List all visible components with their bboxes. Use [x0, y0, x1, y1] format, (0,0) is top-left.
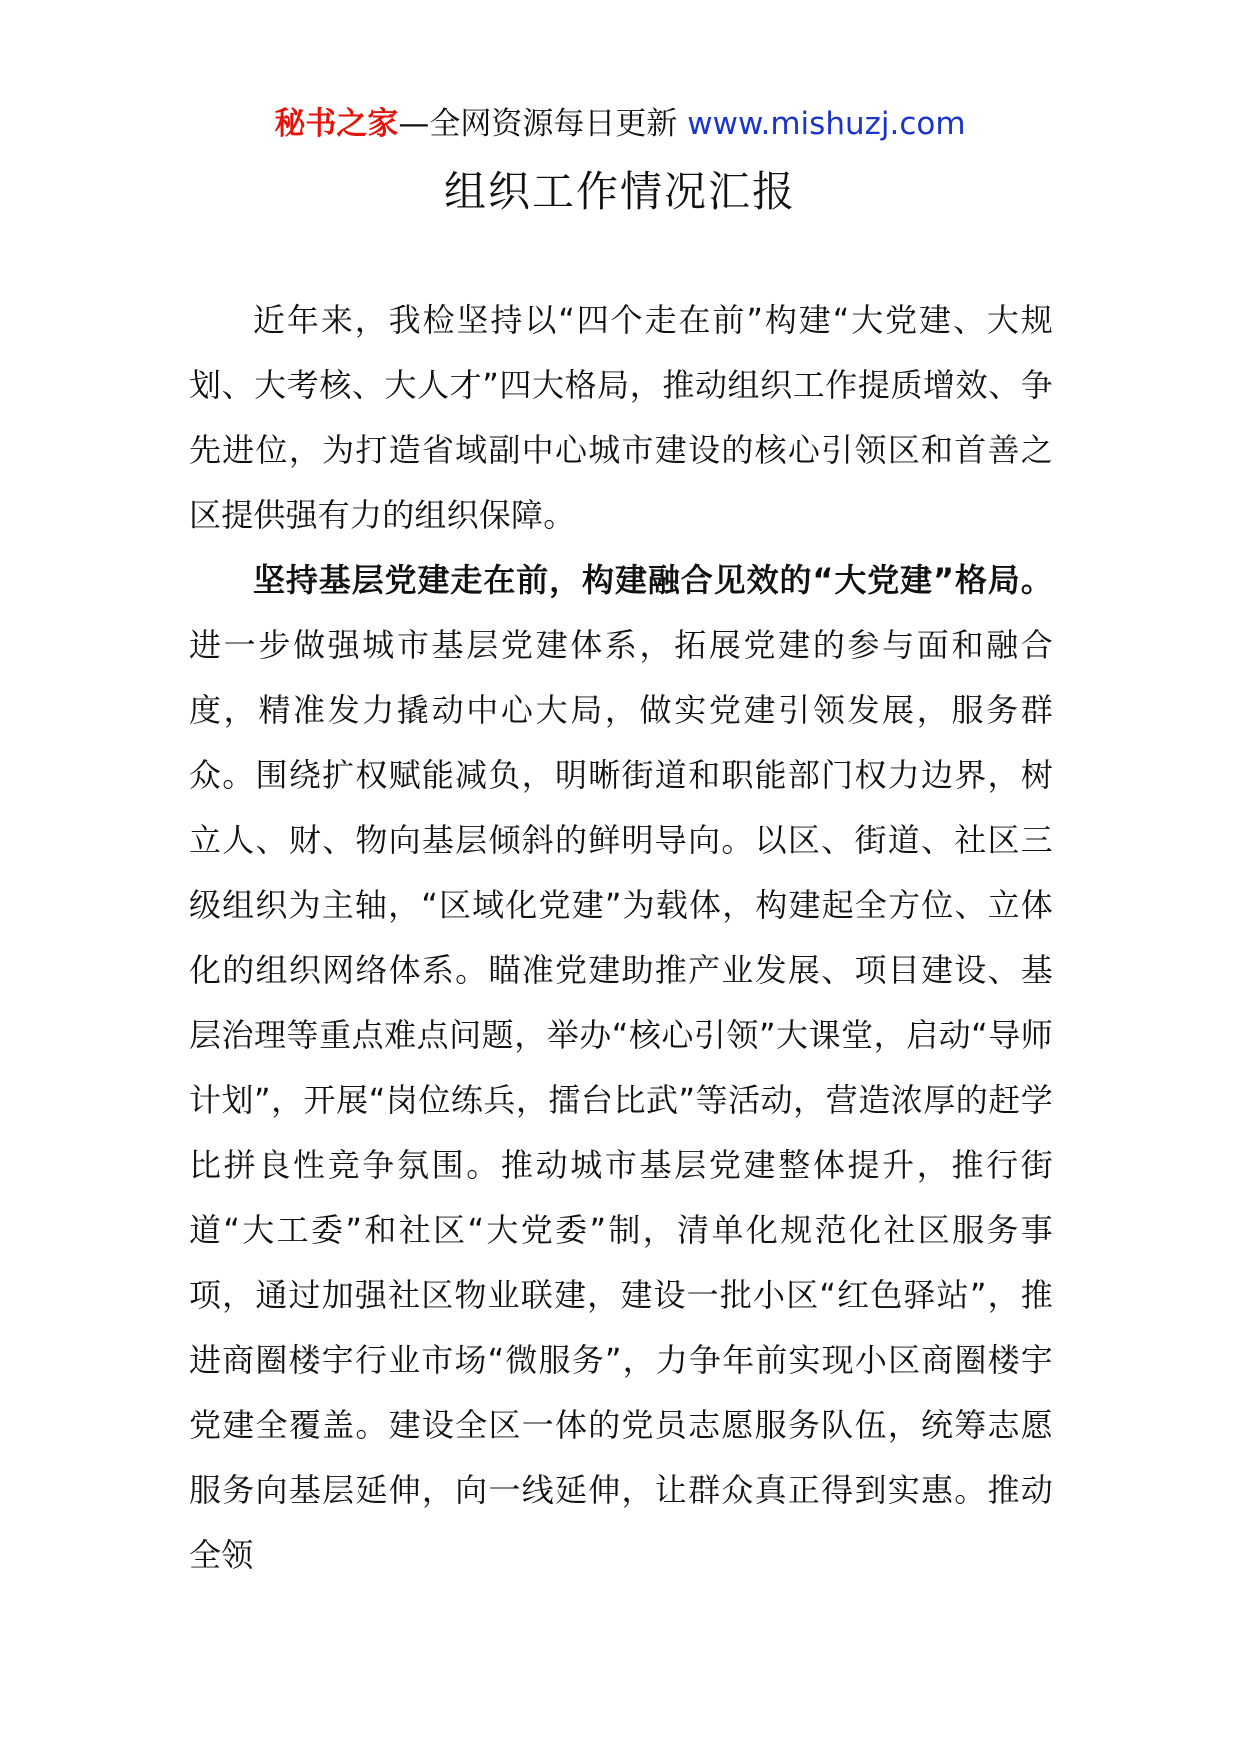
paragraph-lead-heading: 坚持基层党建走在前，构建融合见效的“大党建”格局。	[253, 561, 1053, 599]
header-tagline: —全网资源每日更新	[398, 106, 678, 142]
site-url-link[interactable]: www.mishuzj.com	[687, 106, 966, 142]
paragraph-grassroots-text: 进一步做强城市基层党建体系，拓展党建的参与面和融合度，精准发力撬动中心大局，做实党建引领发展，服务群众。围绕扩权赋能减负，明晰街道和职能部门权力边界，树立人、财、物向基层倾斜的鲜明导向。以区、街道、社区三级组织为主轴，“区域化党建”为载体，构建起全方位、立体化的组织网络体系。瞄准党建助推产业发展、项目建设、基层治理等重点难点问题，举办“核心引领”大课堂，启动“导师计划”，开展“岗位练兵，擂台比武”等活动，营造浓厚的赶学比拼良性竞争氛围。推动城市基层党建整体提升，推行街道“大工委”和社区“大党委”制，清单化规范化社区服务事项，通过加强社区物业联建，建设一批小区“红色驿站”，推进商圈楼宇行业市场“微服务”，力争年前实现小区商圈楼宇党建全覆盖。建设全区一体的党员志愿服务队伍，统筹志愿服务向基层延伸，向一线延伸，让群众真正得到实惠。推动全领	[189, 626, 1053, 1574]
paragraph-intro	[189, 288, 1053, 548]
paragraph-grassroots	[189, 548, 1053, 1588]
document-body	[189, 288, 1053, 1588]
document-title: 组织工作情况汇报	[443, 167, 796, 216]
site-header	[0, 100, 1240, 148]
paragraph-intro-text: 近年来，我检坚持以“四个走在前”构建“大党建、大规划、大考核、大人才”四大格局，推动组织工作提质增效、争先进位，为打造省域副中心城市建设的核心引领区和首善之区提供强有力的组织保障。	[189, 301, 1053, 534]
brand-name: 秘书之家	[274, 106, 399, 142]
